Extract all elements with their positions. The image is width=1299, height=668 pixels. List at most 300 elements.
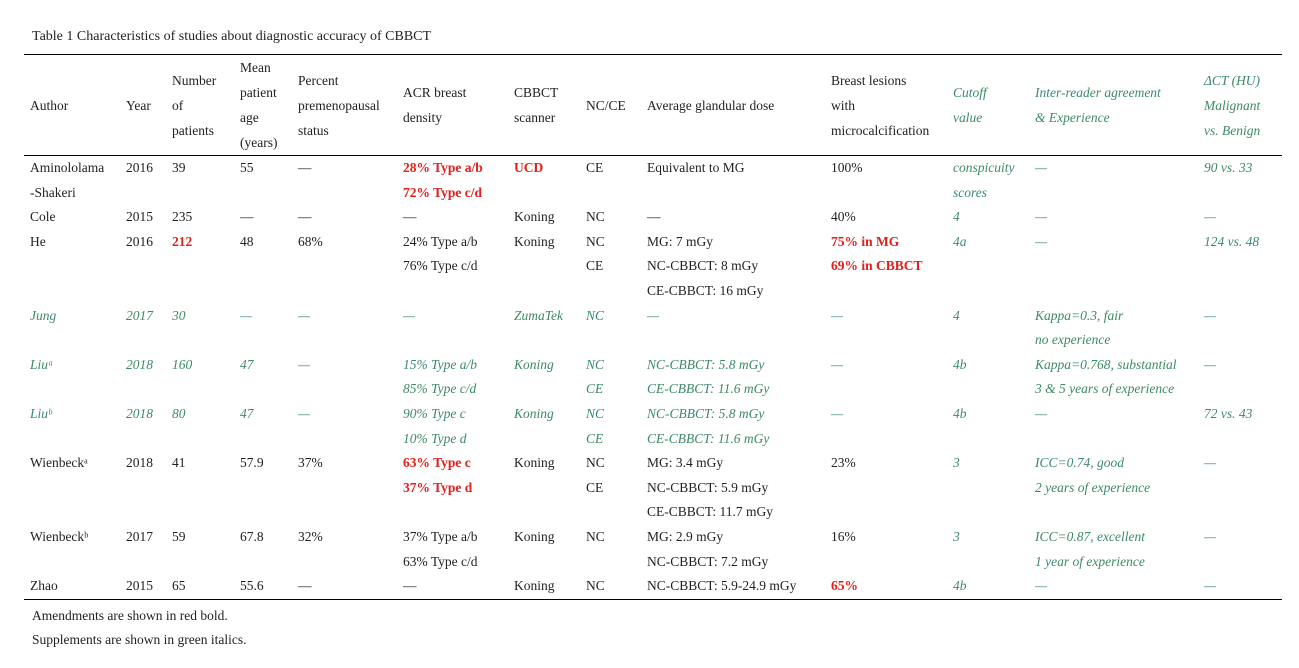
table-cell xyxy=(947,451,1029,525)
table-cell xyxy=(1198,230,1282,304)
table-cell xyxy=(1198,304,1282,353)
cell-line: 30 xyxy=(172,307,186,323)
cell-line: — xyxy=(298,160,312,175)
column-header xyxy=(508,55,580,156)
table-cell xyxy=(508,574,580,599)
cell-line: CE-CBBCT: 11.6 mGy xyxy=(647,381,770,397)
table-cell xyxy=(1198,451,1282,525)
cell-line: 4b xyxy=(953,578,967,594)
cell-line: (years) xyxy=(240,135,278,150)
amendments-note: Amendments are shown in red bold. xyxy=(32,608,228,623)
cell-line: 235 xyxy=(172,209,193,225)
table-cell xyxy=(24,574,120,599)
table-cell xyxy=(397,230,508,304)
cell-line: NC-CBBCT: 5.9-24.9 mGy xyxy=(647,578,797,594)
table-cell xyxy=(508,451,580,525)
table-cell xyxy=(292,156,397,206)
cell-line: — xyxy=(1204,578,1217,594)
cell-line: Author xyxy=(30,97,69,113)
cell-line: MG: 7 mGy xyxy=(647,233,714,249)
cell-line: NC-CBBCT: 5.8 mGy xyxy=(647,356,765,372)
cell-line: 3 xyxy=(953,528,960,544)
cell-line: Koning xyxy=(514,209,555,225)
table-cell xyxy=(508,205,580,230)
cell-line: 37% Type d xyxy=(403,479,473,495)
cell-line: Wienbeckᵇ xyxy=(30,528,89,544)
cell-line: Koning xyxy=(514,356,554,372)
supplements-note: Supplements are shown in green italics. xyxy=(32,632,247,647)
table-cell xyxy=(234,230,292,304)
cell-line: 2018 xyxy=(126,455,153,471)
table-cell xyxy=(120,353,166,402)
table-cell xyxy=(508,525,580,574)
cell-line: with xyxy=(831,97,856,113)
table-cell xyxy=(24,525,120,574)
cell-line: CE xyxy=(586,381,604,397)
cell-line: 72 vs. 43 xyxy=(1204,405,1253,421)
table-cell xyxy=(234,451,292,525)
table-cell xyxy=(641,353,825,402)
table-cell xyxy=(24,205,120,230)
cell-line: Cole xyxy=(30,209,56,225)
table-header xyxy=(24,55,1282,156)
cell-line: — xyxy=(403,307,416,323)
table-cell xyxy=(641,525,825,574)
column-header xyxy=(947,55,1029,156)
table-cell xyxy=(120,230,166,304)
table-cell xyxy=(508,156,580,206)
cell-line: 24% Type a/b xyxy=(403,233,478,249)
column-header xyxy=(166,55,234,156)
cell-line: 75% in MG xyxy=(831,233,900,249)
table-body xyxy=(24,156,1282,600)
cell-line: status xyxy=(298,122,329,138)
table-cell xyxy=(166,156,234,206)
table-cell xyxy=(641,574,825,599)
cell-line: — xyxy=(1035,405,1048,421)
cell-line: density xyxy=(403,110,442,125)
cell-line: Koning xyxy=(514,455,555,471)
cell-line: 15% Type a/b xyxy=(403,356,477,372)
cell-line: age xyxy=(240,110,259,125)
cell-line: 4 xyxy=(953,307,960,323)
table-cell xyxy=(1029,402,1198,451)
cell-line: MG: 3.4 mGy xyxy=(647,455,724,471)
table-cell xyxy=(825,230,947,304)
cell-line: Cutoff xyxy=(953,85,987,100)
cell-line: — xyxy=(831,307,844,323)
table-cell xyxy=(292,402,397,451)
table-cell xyxy=(292,451,397,525)
table-notes xyxy=(32,604,246,652)
cell-line: — xyxy=(240,209,254,225)
cell-line: NC xyxy=(586,528,605,544)
cell-line: 55 xyxy=(240,160,254,175)
table-cell xyxy=(292,525,397,574)
table-cell xyxy=(641,156,825,206)
cell-line: 69% in CBBCT xyxy=(831,258,923,274)
cell-line: vs. Benign xyxy=(1204,122,1261,138)
cell-line: ZumaTek xyxy=(514,307,564,323)
table-cell xyxy=(947,304,1029,353)
cell-line: -Shakeri xyxy=(30,184,76,200)
table-cell xyxy=(24,353,120,402)
cell-line: 37% xyxy=(298,455,323,471)
table-cell xyxy=(641,304,825,353)
table-row xyxy=(24,451,1282,525)
cell-line: scores xyxy=(953,184,987,200)
table-cell xyxy=(120,402,166,451)
table-cell xyxy=(947,525,1029,574)
cell-line: NC xyxy=(586,209,605,225)
table-cell xyxy=(166,525,234,574)
table-cell xyxy=(580,304,641,353)
table-cell xyxy=(397,353,508,402)
cell-line: 100% xyxy=(831,160,863,175)
cell-line: — xyxy=(1035,160,1048,175)
table-row xyxy=(24,525,1282,574)
table-cell xyxy=(292,304,397,353)
table-cell xyxy=(166,574,234,599)
table-row xyxy=(24,205,1282,230)
cell-line: 32% xyxy=(298,528,323,544)
table-cell xyxy=(508,353,580,402)
table-cell xyxy=(641,230,825,304)
cell-line: — xyxy=(298,578,312,594)
cell-line: — xyxy=(1204,209,1217,225)
table-cell xyxy=(580,451,641,525)
table-cell xyxy=(1198,525,1282,574)
table-cell xyxy=(166,205,234,230)
column-header xyxy=(24,55,120,156)
table-cell xyxy=(166,304,234,353)
table-row xyxy=(24,304,1282,353)
table-cell xyxy=(825,574,947,599)
cell-line: 63% Type c/d xyxy=(403,553,478,569)
cell-line: 63% Type c xyxy=(403,455,471,471)
cell-line: 41 xyxy=(172,455,186,471)
table-cell xyxy=(397,451,508,525)
table-cell xyxy=(1198,156,1282,206)
table-cell xyxy=(825,205,947,230)
cell-line: — xyxy=(831,405,844,421)
table-cell xyxy=(1029,205,1198,230)
cell-line: — xyxy=(403,209,417,225)
table-cell xyxy=(292,353,397,402)
cell-line: Average glandular dose xyxy=(647,97,775,113)
table-cell xyxy=(947,353,1029,402)
cell-line: Equivalent to MG xyxy=(647,160,745,175)
cell-line: 47 xyxy=(240,356,254,372)
table-cell xyxy=(234,574,292,599)
table-cell xyxy=(166,230,234,304)
cell-line: Wienbeckᵃ xyxy=(30,455,88,471)
cell-line: 160 xyxy=(172,356,193,372)
cell-line: He xyxy=(30,233,46,249)
table-cell xyxy=(508,304,580,353)
cell-line: — xyxy=(1204,528,1217,544)
table-cell xyxy=(641,205,825,230)
table-cell xyxy=(120,451,166,525)
cell-line: 2017 xyxy=(126,307,153,323)
table-cell xyxy=(120,525,166,574)
cell-line: NC-CBBCT: 8 mGy xyxy=(647,258,759,274)
table-cell xyxy=(292,230,397,304)
column-header xyxy=(641,55,825,156)
cell-line: CE xyxy=(586,430,604,446)
table-cell xyxy=(166,353,234,402)
table-cell xyxy=(24,402,120,451)
table-cell xyxy=(508,230,580,304)
table-cell xyxy=(580,353,641,402)
table-cell xyxy=(825,156,947,206)
table-cell xyxy=(947,205,1029,230)
cell-line: 40% xyxy=(831,209,856,225)
cell-line: 4a xyxy=(953,233,967,249)
table-cell xyxy=(825,402,947,451)
cell-line: NC xyxy=(586,307,605,323)
cell-line: Jung xyxy=(30,307,57,323)
cell-line: 90 vs. 33 xyxy=(1204,160,1253,175)
cell-line: UCD xyxy=(514,160,544,175)
cell-line: patient xyxy=(240,85,277,100)
table-cell xyxy=(580,574,641,599)
cell-line: 76% Type c/d xyxy=(403,258,478,274)
column-header xyxy=(580,55,641,156)
column-header xyxy=(120,55,166,156)
table-cell xyxy=(120,574,166,599)
cell-line: 124 vs. 48 xyxy=(1204,233,1260,249)
cell-line: ICC=0.87, excellent xyxy=(1035,528,1145,544)
table-cell xyxy=(292,574,397,599)
table-cell xyxy=(234,402,292,451)
cell-line: 90% Type c xyxy=(403,405,466,421)
cell-line: 65% xyxy=(831,578,858,594)
cell-line: 2 years of experience xyxy=(1035,479,1151,495)
table-cell xyxy=(508,402,580,451)
cell-line: CBBCT xyxy=(514,85,559,100)
table-row xyxy=(24,230,1282,304)
table-cell xyxy=(397,525,508,574)
cell-line: 55.6 xyxy=(240,578,264,594)
table-cell xyxy=(166,402,234,451)
table-cell xyxy=(641,451,825,525)
table-cell xyxy=(397,402,508,451)
cell-line: 2016 xyxy=(126,233,153,249)
cell-line: 212 xyxy=(172,233,193,249)
table-cell xyxy=(166,451,234,525)
cell-line: — xyxy=(1204,307,1217,323)
cell-line: NC xyxy=(586,455,605,471)
cell-line: — xyxy=(1204,455,1217,471)
cell-line: NC xyxy=(586,405,605,421)
cell-line: 72% Type c/d xyxy=(403,184,483,200)
cell-line: — xyxy=(240,307,253,323)
cell-line: ΔCT (HU) xyxy=(1204,72,1261,88)
table-cell xyxy=(24,304,120,353)
cell-line: 1 year of experience xyxy=(1035,553,1145,569)
column-header xyxy=(1029,55,1198,156)
cell-line: — xyxy=(831,356,844,372)
cell-line: 4b xyxy=(953,405,967,421)
cell-line: Breast lesions xyxy=(831,72,907,88)
cell-line: — xyxy=(1035,209,1048,225)
table-cell xyxy=(947,574,1029,599)
table-cell xyxy=(397,156,508,206)
cell-line: Malignant xyxy=(1204,97,1261,113)
cell-line: 2018 xyxy=(126,405,153,421)
table-cell xyxy=(292,205,397,230)
cell-line: NC xyxy=(586,356,605,372)
table-cell xyxy=(24,156,120,206)
cell-line: & Experience xyxy=(1035,110,1110,125)
cell-line: 2015 xyxy=(126,209,153,225)
cell-line: CE-CBBCT: 11.6 mGy xyxy=(647,430,770,446)
column-header xyxy=(292,55,397,156)
cell-line: 3 xyxy=(953,455,960,471)
cell-line: Koning xyxy=(514,528,555,544)
cell-line: NC-CBBCT: 5.9 mGy xyxy=(647,479,769,495)
cell-line: Koning xyxy=(514,233,555,249)
cell-line: Liuᵇ xyxy=(30,405,52,421)
cell-line: 4b xyxy=(953,356,967,372)
cell-line: Percent xyxy=(298,72,339,88)
table-cell xyxy=(580,205,641,230)
table-cell xyxy=(1029,304,1198,353)
table-cell xyxy=(641,402,825,451)
cell-line: 37% Type a/b xyxy=(403,528,478,544)
cell-line: 16% xyxy=(831,528,856,544)
table-cell xyxy=(1198,574,1282,599)
table-cell xyxy=(120,304,166,353)
cell-line: Year xyxy=(126,97,151,113)
table-cell xyxy=(1198,353,1282,402)
table-cell xyxy=(24,451,120,525)
cell-line: 2017 xyxy=(126,528,153,544)
cell-line: 28% Type a/b xyxy=(403,160,483,175)
cell-line: Zhao xyxy=(30,578,58,594)
header-row xyxy=(24,55,1282,156)
cell-line: ICC=0.74, good xyxy=(1035,455,1124,471)
table-cell xyxy=(1029,451,1198,525)
cell-line: Number xyxy=(172,72,217,88)
cell-line: Aminololama xyxy=(30,160,105,175)
table-cell xyxy=(825,304,947,353)
cell-line: MG: 2.9 mGy xyxy=(647,528,724,544)
table-cell xyxy=(825,525,947,574)
cell-line: 4 xyxy=(953,209,960,225)
cell-line: Liuᵃ xyxy=(30,356,54,372)
cell-line: 85% Type c/d xyxy=(403,381,477,397)
table-cell xyxy=(825,353,947,402)
table-cell xyxy=(24,230,120,304)
table-row xyxy=(24,402,1282,451)
cell-line: 57.9 xyxy=(240,455,264,471)
cell-line: 59 xyxy=(172,528,186,544)
cell-line: — xyxy=(298,405,311,421)
cell-line: Inter-reader agreement xyxy=(1035,85,1161,100)
cell-line: microcalcification xyxy=(831,122,930,138)
table-cell xyxy=(947,230,1029,304)
table-cell xyxy=(580,402,641,451)
cell-line: Mean xyxy=(240,60,271,75)
cell-line: NC/CE xyxy=(586,97,626,113)
cell-line: 39 xyxy=(172,160,186,175)
cell-line: — xyxy=(403,578,417,594)
cell-line: CE xyxy=(586,258,604,274)
cell-line: NC xyxy=(586,233,605,249)
cell-line: 65 xyxy=(172,578,186,594)
cell-line: 48 xyxy=(240,233,254,249)
table-cell xyxy=(947,402,1029,451)
cell-line: — xyxy=(1204,356,1217,372)
cell-line: Koning xyxy=(514,578,555,594)
cell-line: patients xyxy=(172,122,214,138)
table-cell xyxy=(397,574,508,599)
table-cell xyxy=(120,205,166,230)
table-cell xyxy=(580,230,641,304)
table-cell xyxy=(397,304,508,353)
cell-line: — xyxy=(298,356,311,372)
table-cell xyxy=(234,525,292,574)
cell-line: — xyxy=(1035,233,1048,249)
table-cell xyxy=(580,156,641,206)
cell-line: value xyxy=(953,110,983,125)
cell-line: — xyxy=(1035,578,1048,594)
cell-line: no experience xyxy=(1035,332,1111,348)
cell-line: CE-CBBCT: 11.7 mGy xyxy=(647,504,773,520)
table-cell xyxy=(234,353,292,402)
table-row xyxy=(24,353,1282,402)
cell-line: 23% xyxy=(831,455,856,471)
cell-line: Kappa=0.768, substantial xyxy=(1035,356,1177,372)
cell-line: 10% Type d xyxy=(403,430,467,446)
characteristics-table xyxy=(24,54,1282,600)
table-cell xyxy=(947,156,1029,206)
cell-line: CE-CBBCT: 16 mGy xyxy=(647,282,764,298)
cell-line: NC-CBBCT: 7.2 mGy xyxy=(647,553,769,569)
table-cell xyxy=(580,525,641,574)
table-cell xyxy=(234,205,292,230)
cell-line: 67.8 xyxy=(240,528,264,544)
table-cell xyxy=(1029,525,1198,574)
table-cell xyxy=(120,156,166,206)
table-cell xyxy=(1198,402,1282,451)
table-caption: Table 1 Characteristics of studies about diagnostic accuracy of CBBCT xyxy=(32,29,432,44)
cell-line: CE xyxy=(586,160,604,175)
column-header xyxy=(1198,55,1282,156)
table-cell xyxy=(1029,156,1198,206)
cell-line: NC-CBBCT: 5.8 mGy xyxy=(647,405,765,421)
cell-line: 2015 xyxy=(126,578,153,594)
cell-line: scanner xyxy=(514,110,556,125)
column-header xyxy=(234,55,292,156)
cell-line: conspicuity xyxy=(953,160,1015,175)
cell-line: Koning xyxy=(514,405,554,421)
table-cell xyxy=(397,205,508,230)
table-cell xyxy=(1029,353,1198,402)
table-cell xyxy=(1198,205,1282,230)
column-header xyxy=(825,55,947,156)
cell-line: of xyxy=(172,97,184,113)
cell-line: CE xyxy=(586,479,604,495)
cell-line: 3 & 5 years of experience xyxy=(1035,381,1175,397)
table-cell xyxy=(234,304,292,353)
cell-line: 2018 xyxy=(126,356,153,372)
table-cell xyxy=(825,451,947,525)
cell-line: — xyxy=(647,307,660,323)
cell-line: premenopausal xyxy=(298,97,380,113)
